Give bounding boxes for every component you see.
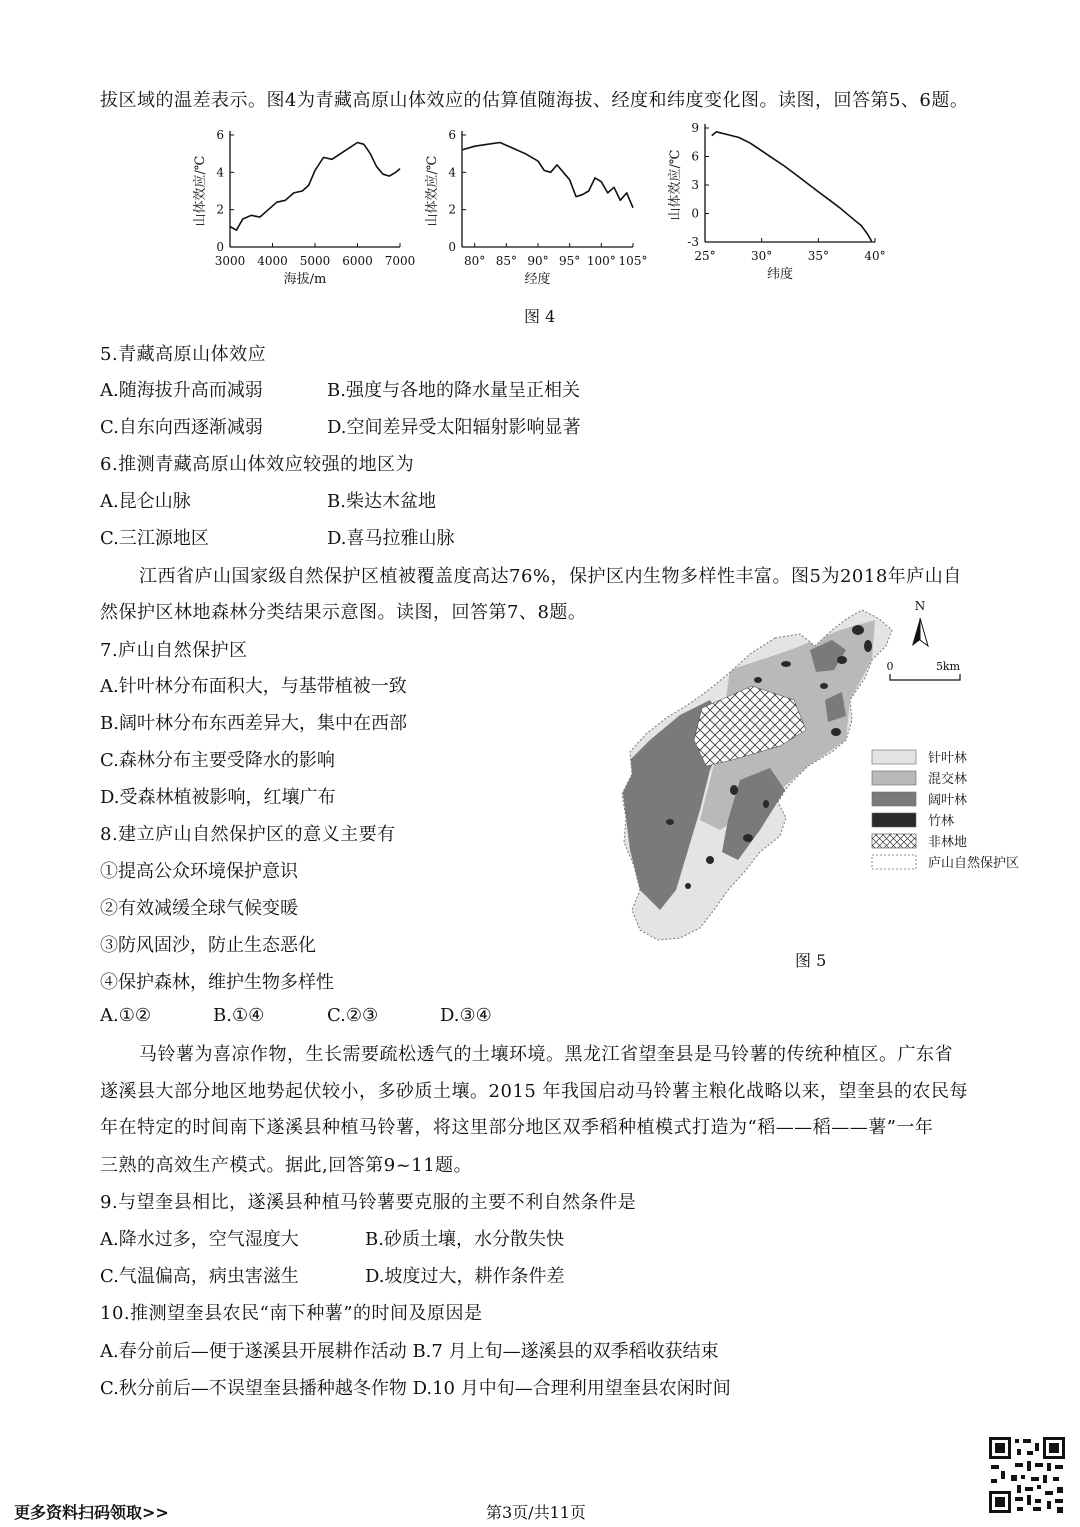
chart2-series-line [462,143,633,208]
q7-stem: 7.庐山自然保护区 [100,640,248,661]
chart1-x-tick-label: 3000 [214,254,246,268]
passage2-line1: 江西省庐山国家级自然保护区植被覆盖度高达76%，保护区内生物多样性丰富。图5为2018年庐山自 [139,566,962,587]
chart2-y-tick-label: 6 [448,128,456,142]
q5-stem: 5.青藏高原山体效应 [100,344,267,365]
q8-item-1: ①提高公众环境保护意识 [100,861,298,882]
chart2-x-tick-label: 95° [559,254,581,268]
legend-swatch-broadleaf [872,792,916,806]
q6-stem: 6.推测青藏高原山体效应较强的地区为 [100,454,415,475]
q9-option-a: A.降水过多，空气湿度大 [100,1229,299,1250]
legend-swatch-reserve [872,855,916,869]
chart2-x-tick-label: 105° [618,254,648,268]
chart1-x-tick-label: 5000 [299,254,331,268]
q7-option-d: D.受森林植被影响，红壤广布 [100,787,336,808]
chart3-x-tick-label: 35° [807,249,829,263]
intro-text: 拔区域的温差表示。图4为青藏高原山体效应的估算值随海拔、经度和纬度变化图。读图，回答第5、6题。 [100,90,969,111]
chart1-x-tick-label: 6000 [342,254,373,268]
chart3-y-tick-label: 0 [691,206,699,221]
q8-stem: 8.建立庐山自然保护区的意义主要有 [100,824,396,845]
q5-option-d: D.空间差异受太阳辐射影响显著 [327,417,581,438]
figure5-caption: 图 5 [795,951,827,970]
chart3-x-label: 纬度 [766,267,794,282]
chart3-series-line [712,132,872,241]
q10-options-cd: C.秋分前后—不误望奎县播种越冬作物 D.10 月中旬—合理利用望奎县农闲时间 [100,1378,731,1399]
map-region [610,590,910,970]
q10-stem: 10.推测望奎县农民“南下种薯”的时间及原因是 [100,1303,483,1324]
chart3-y-tick-label: 3 [691,178,699,192]
chart3-y-tick-label: 6 [691,149,699,164]
q5-option-c: C.自东向西逐渐减弱 [100,417,263,438]
q8-option-b: B.①④ [213,1005,265,1026]
figure5-map [610,590,1050,970]
chart2-x-tick-label: 90° [527,254,549,268]
chart3-x-tick-label: 30° [751,249,773,263]
chart1-x-label: 海拔/m [283,272,327,287]
passage3-line2: 遂溪县大部分地区地势起伏较小，多砂质土壤。2015 年我国启动马铃薯主粮化战略以来，望奎县的农民每 [100,1081,969,1102]
q7-option-a: A.针叶林分布面积大，与基带植被一致 [100,676,407,697]
legend-label-bamboo: 竹林 [928,814,955,829]
q6-option-b: B.柴达木盆地 [327,491,436,512]
chart3-y-label: 山体效应/℃ [668,149,683,221]
chart2-y-tick-label: 0 [448,240,456,254]
chart2-x-tick-label: 85° [495,254,517,268]
q5-option-a: A.随海拔升高而减弱 [100,380,263,401]
legend-label-nonforest: 非林地 [928,835,968,850]
page-number: 第3页/共11页 [486,1503,586,1522]
footer-more-link[interactable]: 更多资料扫码领取>> [14,1503,169,1522]
q8-item-2: ②有效减缓全球气候变暖 [100,898,298,919]
chart1-x-tick-label: 4000 [257,254,288,268]
scale-bar [887,660,961,680]
passage3-line3: 年在特定的时间南下遂溪县种植马铃薯，将这里部分地区双季稻种植模式打造为“稻——稻——薯”一年 [100,1117,934,1138]
chart1-series-line [230,143,400,231]
scale-zero: 0 [886,660,894,673]
chart1-x-tick-label: 7000 [384,254,416,268]
legend-swatch-bamboo [872,813,916,827]
chart3-y-tick-label: 9 [691,121,699,135]
chart2-y-label: 山体效应/℃ [425,155,440,227]
chart3-x-tick-label: 40° [864,249,886,263]
chart3-y-tick-label: -3 [687,235,699,249]
chart3-x-tick-label: 25° [694,249,716,263]
q8-option-c: C.②③ [327,1005,379,1026]
legend-label-reserve: 庐山自然保护区 [928,856,1020,871]
figure4-caption: 图 4 [524,307,556,326]
q8-item-4: ④保护森林，维护生物多样性 [100,972,334,993]
passage3-line1: 马铃薯为喜凉作物，生长需要疏松透气的土壤环境。黑龙江省望奎县是马铃薯的传统种植区。广东省 [139,1044,953,1065]
legend-label-conifer: 针叶林 [928,751,968,766]
legend-label-mixed: 混交林 [928,772,968,787]
q7-option-c: C.森林分布主要受降水的影响 [100,750,335,771]
passage2-line2: 然保护区林地森林分类结果示意图。读图，回答第7、8题。 [100,602,587,623]
chart2-y-tick-label: 4 [448,165,456,180]
q9-option-c: C.气温偏高，病虫害滋生 [100,1266,299,1287]
legend-swatch-nonforest [872,834,916,848]
scale-label: 5km [935,660,961,673]
chart2-x-tick-label: 80° [464,254,486,268]
q9-option-d: D.坡度过大，耕作条件差 [365,1266,565,1287]
chart2-y-tick-label: 2 [448,202,456,217]
chart1-y-label: 山体效应/℃ [193,155,208,227]
legend-swatch-mixed [872,771,916,785]
q5-option-b: B.强度与各地的降水量呈正相关 [327,380,580,401]
legend-label-broadleaf: 阔叶林 [928,793,968,808]
chart1-y-tick-label: 2 [216,202,224,217]
chart1-y-tick-label: 6 [216,128,224,142]
q9-stem: 9.与望奎县相比，遂溪县种植马铃薯要克服的主要不利自然条件是 [100,1192,637,1213]
map-legend [872,750,1019,871]
chart1-y-tick-label: 0 [216,240,224,254]
chart2-x-label: 经度 [524,272,551,287]
chart1-y-tick-label: 4 [216,165,224,180]
north-label: N [914,599,926,613]
q6-option-c: C.三江源地区 [100,528,209,549]
q6-option-d: D.喜马拉雅山脉 [327,528,455,549]
q7-option-b: B.阔叶林分布东西差异大，集中在西部 [100,713,407,734]
q8-item-3: ③防风固沙，防止生态恶化 [100,935,316,956]
q8-option-a: A.①② [100,1005,151,1026]
q9-option-b: B.砂质土壤，水分散失快 [365,1229,564,1250]
passage3-line4: 三熟的高效生产模式。据此,回答第9~11题。 [100,1155,473,1176]
north-arrow-icon [912,599,928,646]
qr-code[interactable] [987,1435,1067,1515]
q10-options-ab: A.春分前后—便于遂溪县开展耕作活动 B.7 月上旬—遂溪县的双季稻收获结束 [100,1341,719,1362]
q8-option-d: D.③④ [440,1005,492,1026]
legend-swatch-conifer [872,750,916,764]
q6-option-a: A.昆仑山脉 [100,491,191,512]
chart2-x-tick-label: 100° [586,254,616,268]
